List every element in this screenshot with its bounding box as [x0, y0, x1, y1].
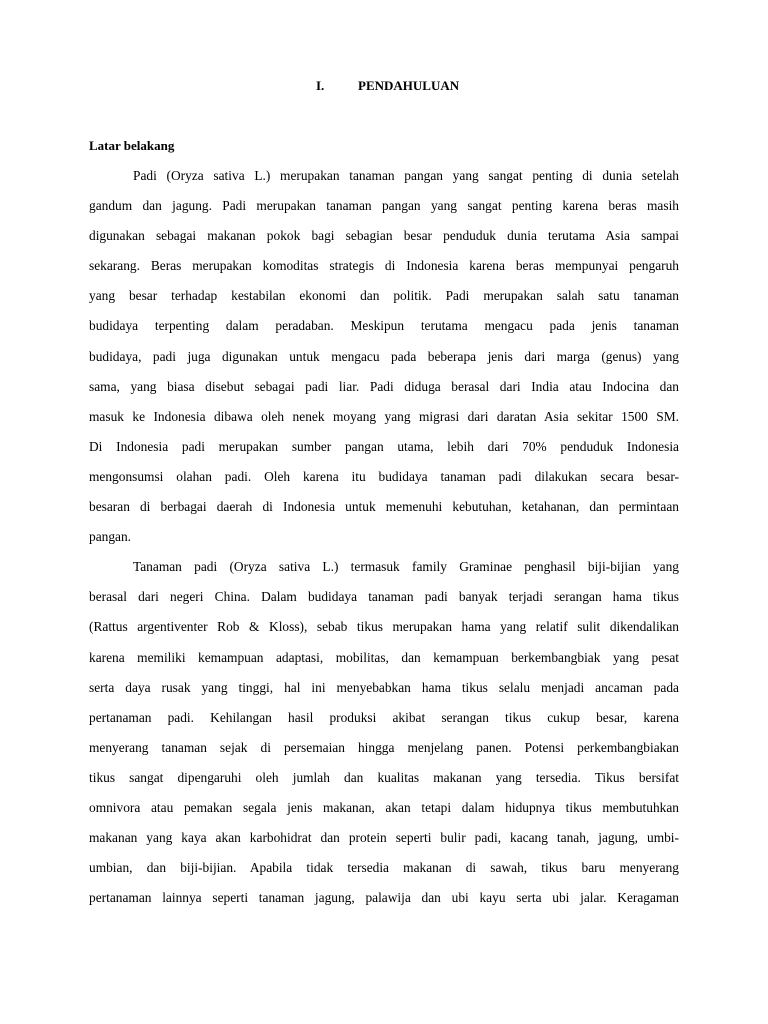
text-line: budidaya, padi juga digunakan untuk mengacu pada beberapa jenis dari marga (genus) yang [89, 348, 679, 364]
text-line: gandum dan jagung. Padi merupakan tanaman pangan yang sangat penting karena beras masih [89, 198, 679, 214]
text-line: karena memiliki kemampuan adaptasi, mobilitas, dan kemampuan berkembangbiak yang pesat [89, 649, 679, 665]
body-text [89, 166, 679, 918]
text-line: tikus sangat dipengaruhi oleh jumlah dan kualitas makanan yang tersedia. Tikus bersifat [89, 769, 679, 785]
section-heading: Latar belakang [89, 138, 175, 153]
text-line: masuk ke Indonesia dibawa oleh nenek moyang yang migrasi dari daratan Asia sekitar 1500 SM. [89, 408, 679, 424]
text-line: yang besar terhadap kestabilan ekonomi dan politik. Padi merupakan salah satu tanaman [89, 288, 679, 304]
text-line: pertanaman padi. Kehilangan hasil produksi akibat serangan tikus cukup besar, karena [89, 709, 679, 725]
text-line: Padi (Oryza sativa L.) merupakan tanaman pangan yang sangat penting di dunia setelah [133, 168, 679, 183]
text-line: besaran di berbagai daerah di Indonesia untuk memenuhi kebutuhan, ketahanan, dan permintaan [89, 499, 679, 515]
text-line: budidaya terpenting dalam peradaban. Meskipun terutama mengacu pada jenis tanaman [89, 318, 679, 334]
text-line: pangan. [89, 529, 132, 545]
text-line: omnivora atau pemakan segala jenis makanan, akan tetapi dalam hidupnya tikus membutuhkan [89, 799, 679, 815]
text-line: sekarang. Beras merupakan komoditas strategis di Indonesia karena beras mempunyai pengaruh [89, 258, 679, 274]
text-line: umbian, dan biji-bijian. Apabila tidak tersedia makanan di sawah, tikus baru menyerang [89, 860, 679, 876]
text-line: digunakan sebagai makanan pokok bagi sebagian besar penduduk dunia terutama Asia sampai [89, 228, 679, 244]
text-line: sama, yang biasa disebut sebagai padi liar. Padi diduga berasal dari India atau Indocina dan [89, 378, 679, 394]
text-line: (Rattus argentiventer Rob & Kloss), sebab tikus merupakan hama yang relatif sulit dikendalikan [89, 619, 679, 635]
text-line: Tanaman padi (Oryza sativa L.) termasuk family Graminae penghasil biji-bijian yang [133, 559, 679, 575]
text-line: serta daya rusak yang tinggi, hal ini menyebabkan hama tikus selalu menjadi ancaman pada [89, 679, 679, 695]
chapter-number: I. [316, 78, 325, 93]
text-line: Di Indonesia padi merupakan sumber pangan utama, lebih dari 70% penduduk Indonesia [89, 438, 679, 454]
text-line: makanan yang kaya akan karbohidrat dan protein seperti bulir padi, kacang tanah, jagung, umbi- [89, 830, 679, 846]
text-line: berasal dari negeri China. Dalam budidaya tanaman padi banyak terjadi serangan hama tikus [89, 589, 679, 605]
text-line: pertanaman lainnya seperti tanaman jagung, palawija dan ubi kayu serta ubi jalar. Keragaman [89, 890, 679, 906]
chapter-title: PENDAHULUAN [358, 78, 460, 93]
text-line: menyerang tanaman sejak di persemaian hingga menjelang panen. Potensi perkembangbiakan [89, 739, 679, 755]
text-line: mengonsumsi olahan padi. Oleh karena itu budidaya tanaman padi dilakukan secara besar- [89, 468, 679, 484]
